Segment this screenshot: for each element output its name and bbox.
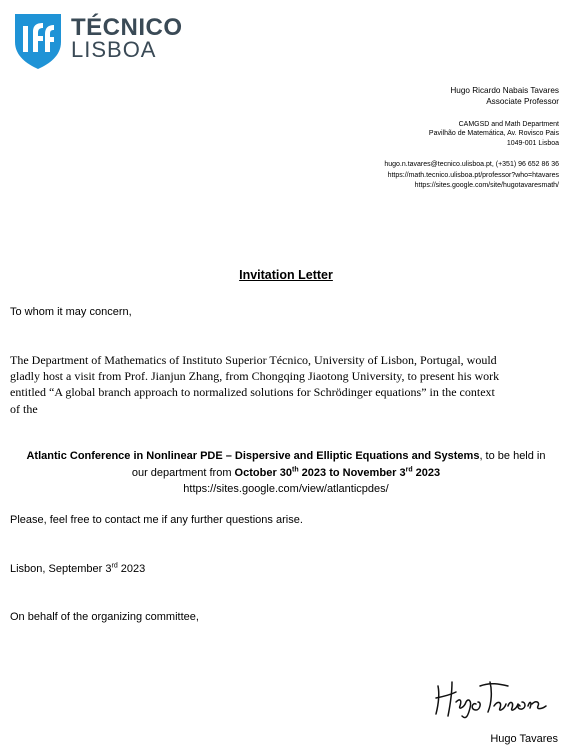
sender-dept-line: CAMGSD and Math Department <box>458 120 559 128</box>
signature-image <box>432 676 550 722</box>
place-date-text: Lisbon, September 3 <box>10 563 112 575</box>
conference-line <box>0 448 572 465</box>
body-line: of the <box>10 401 38 416</box>
sender-email-phone[interactable]: hugo.n.tavares@tecnico.ulisboa.pt, (+351) 96 652 86 36 <box>384 161 559 169</box>
contact-line: Please, feel free to contact me if any further questions arise. <box>10 514 303 526</box>
signature-name: Hugo Tavares <box>490 733 558 745</box>
dates-prefix: our department from <box>131 466 235 479</box>
sender-name: Hugo Ricardo Nabais Tavares <box>450 86 559 95</box>
sender-website-link[interactable]: https://sites.google.com/site/hugotavaresmath/ <box>414 181 559 189</box>
date-end-sup: rd <box>405 465 413 473</box>
conference-url[interactable]: https://sites.google.com/view/atlanticpdes/ <box>183 483 389 495</box>
sender-contact <box>259 160 559 191</box>
conference-tail: , to be held in <box>479 450 546 462</box>
place-date-year: 2023 <box>117 563 146 575</box>
sender-profile-link[interactable]: https://math.tecnico.ulisboa.pt/professor?who=htavares <box>387 171 559 179</box>
logo-text-lisboa: LISBOA <box>71 37 157 62</box>
conference-name: Atlantic Conference in Nonlinear PDE – Dispersive and Elliptic Equations and Systems <box>26 450 480 462</box>
body-line: entitled “A global branch approach to normalized solutions for Schrödinger equations” in the context <box>10 385 495 400</box>
place-date-sup: rd <box>111 562 118 570</box>
sender-address <box>259 120 559 149</box>
date-start-sup: th <box>292 465 299 473</box>
sender-role: Associate Professor <box>486 96 559 106</box>
logo-text-tecnico: TÉCNICO <box>71 14 183 41</box>
sender-block <box>259 86 559 191</box>
closing: On behalf of the organizing committee, <box>10 611 199 623</box>
dates-range <box>235 467 441 479</box>
sender-dept-line: 1049-001 Lisboa <box>506 139 559 147</box>
conference-block <box>0 448 572 498</box>
greeting: To whom it may concern, <box>10 306 132 318</box>
date-mid: 2023 to November 3 <box>298 466 406 479</box>
body-line: gladly host a visit from Prof. Jianjun Zhang, from Chongqing Jiaotong University, to present his work <box>10 369 500 384</box>
ist-shield-logo-icon <box>13 12 63 70</box>
date-end: 2023 <box>412 466 441 479</box>
letter-title: Invitation Letter <box>239 268 333 282</box>
place-date <box>10 562 145 577</box>
sender-dept-line: Pavilhão de Matemática, Av. Rovisco Pais <box>428 130 559 138</box>
body-line: The Department of Mathematics of Instituto Superior Técnico, University of Lisbon, Portugal, would <box>10 353 497 367</box>
date-start: October 30 <box>234 466 293 479</box>
tecnico-lisboa-logo <box>13 12 183 72</box>
conference-dates <box>0 465 572 482</box>
body-paragraph <box>10 352 499 417</box>
